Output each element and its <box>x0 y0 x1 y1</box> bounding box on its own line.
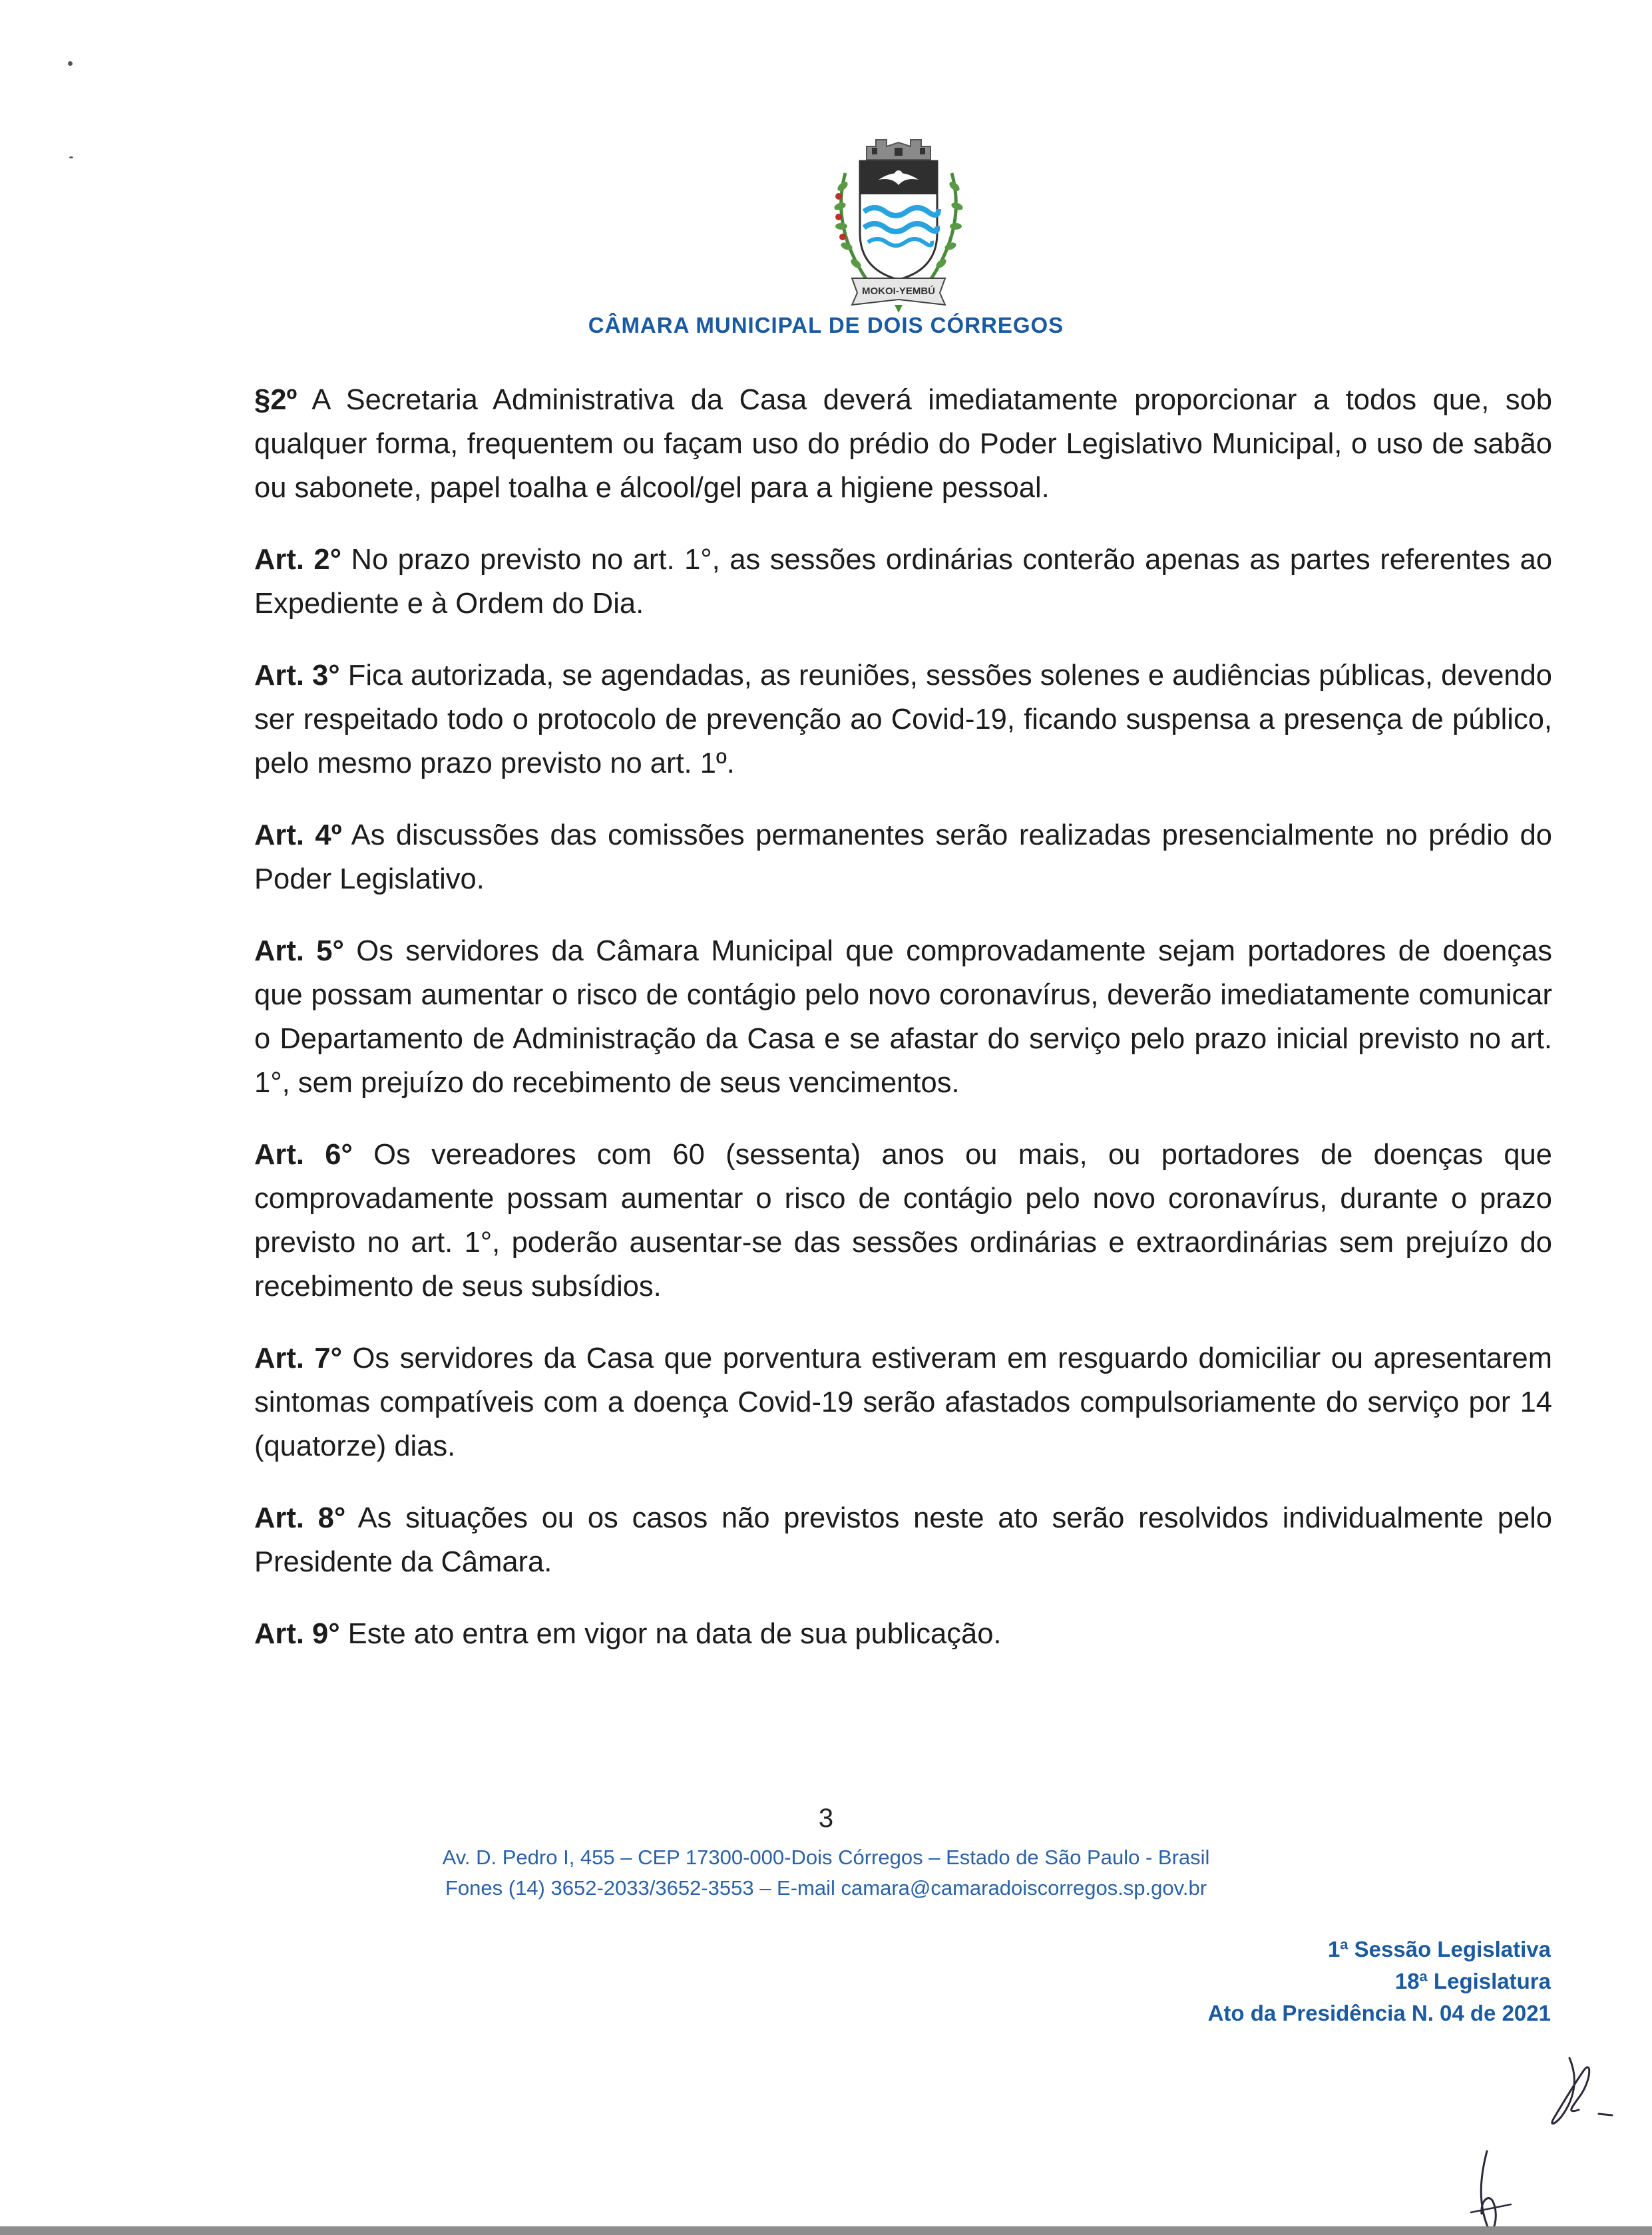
session-info <box>1208 1933 1551 2029</box>
article-lead: Art. 9° <box>254 1618 340 1650</box>
page-number: 3 <box>818 1804 834 1833</box>
article-lead: Art. 3° <box>254 660 340 692</box>
article-lead: Art. 2° <box>254 544 342 576</box>
act-number-line: Ato da Presidência N. 04 de 2021 <box>1207 2001 1551 2025</box>
article-9 <box>254 1612 1552 1656</box>
paragraph-text: A Secretaria Administrativa da Casa deverá imediatamente proporcionar a todos que, sob qualquer forma, frequentem ou façam uso do prédio do Poder Legislativo Municipal, o uso de sabão ou sabonete, papel toalha e álcool/gel para a higiene pessoal. <box>254 384 1552 504</box>
article-lead: Art. 5° <box>254 935 344 967</box>
article-lead: Art. 6° <box>254 1139 353 1171</box>
session-line: 1ª Sessão Legislativa <box>1327 1937 1551 1961</box>
article-8 <box>254 1496 1552 1584</box>
article-7 <box>254 1336 1552 1468</box>
address-line: Av. D. Pedro I, 455 – CEP 17300-000-Dois Córregos – Estado de São Paulo - Brasil <box>442 1846 1210 1869</box>
municipal-crest-logo <box>825 133 972 313</box>
article-text: Este ato entra em vigor na data de sua publicação. <box>339 1618 1002 1650</box>
article-4 <box>254 813 1552 901</box>
scan-bottom-edge <box>0 2226 1652 2235</box>
article-text: As discussões das comissões permanentes serão realizadas presencialmente no prédio do Poder Legislativo. <box>254 819 1552 895</box>
document-body <box>254 378 1552 1684</box>
article-3 <box>254 654 1552 785</box>
contact-line: Fones (14) 3652-2033/3652-3553 – E-mail camara@camaradoiscorregos.sp.gov.br <box>445 1876 1207 1900</box>
article-text: Os servidores da Casa que porventura estiveram em resguardo domiciliar ou apresentarem sintomas compatíveis com a doença Covid-19 serão afastados compulsoriamente do serviço por 14 (quatorze) dias. <box>254 1342 1552 1462</box>
footer-address <box>0 1842 1652 1904</box>
article-text: Os servidores da Câmara Municipal que comprovadamente sejam portadores de doenças que possam aumentar o risco de contágio pelo novo coronavírus, deverão imediatamente comunicar o Departamento de Administração da Casa e se afastar do serviço pelo prazo inicial previsto no art. 1°, sem prejuízo do recebimento de seus vencimentos. <box>254 935 1552 1099</box>
article-lead: Art. 7° <box>254 1342 342 1374</box>
article-6 <box>254 1133 1552 1309</box>
crest-ribbon-text: MOKOI-YEMBÚ <box>862 286 935 297</box>
article-text: Fica autorizada, se agendadas, as reuniões, sessões solenes e audiências públicas, devendo ser respeitado todo o protocolo de prevenção ao Covid-19, ficando suspensa a presença de público, pelo mesmo prazo previsto no art. 1º. <box>254 660 1552 779</box>
scan-speck <box>68 61 73 66</box>
article-text: Os vereadores com 60 (sessenta) anos ou mais, ou portadores de doenças que comprovadamente possam aumentar o risco de contágio pelo novo coronavírus, durante o prazo previsto no art. 1°, poderão ausentar-se das sessões ordinárias e extraordinárias sem prejuízo do recebimento de seus subsídios. <box>254 1139 1552 1303</box>
article-lead: Art. 4º <box>254 819 342 851</box>
article-lead: Art. 8° <box>254 1502 346 1534</box>
article-text: No prazo previsto no art. 1°, as sessões ordinárias conterão apenas as partes referentes ao Expediente e à Ordem do Dia. <box>254 544 1553 620</box>
institution-title: CÂMARA MUNICIPAL DE DOIS CÓRREGOS <box>588 313 1064 337</box>
paragraph-lead: §2º <box>254 384 298 416</box>
scan-speck <box>69 156 73 158</box>
article-text: As situações ou os casos não previstos neste ato serão resolvidos individualmente pelo Presidente da Câmara. <box>254 1502 1553 1578</box>
paragraph-2 <box>254 378 1552 510</box>
article-2 <box>254 538 1552 626</box>
article-5 <box>254 929 1552 1105</box>
handwritten-initials-signature <box>1424 2050 1617 2235</box>
legislature-line: 18ª Legislatura <box>1394 1969 1551 1993</box>
